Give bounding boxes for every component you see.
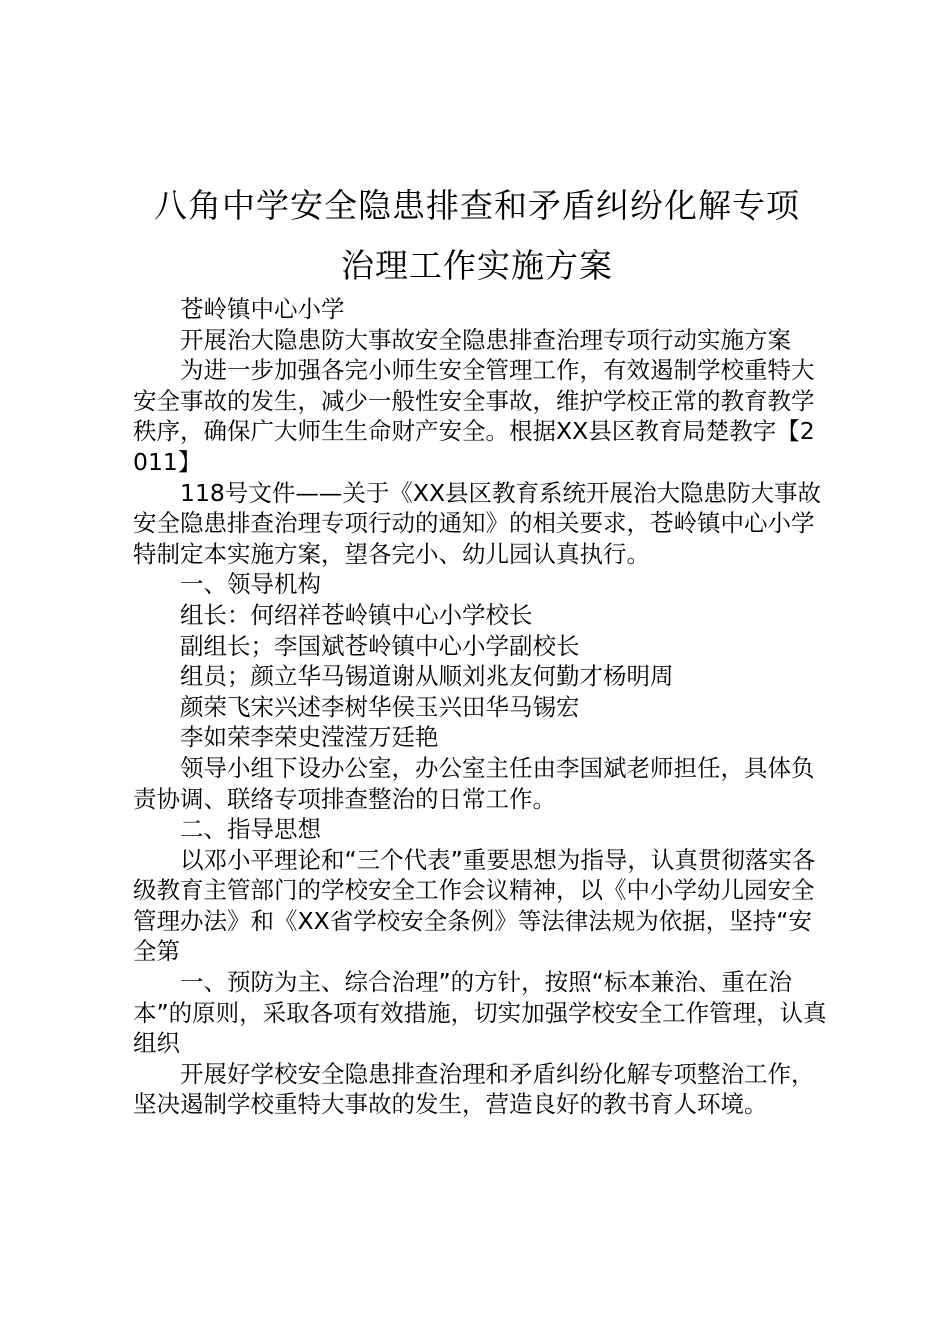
paragraph-plan-title: 开展治大隐患防大事故安全隐患排查治理专项行动实施方案 [180, 325, 791, 354]
paragraph-members-3: 李如荣李荣史滢滢万廷艳 [180, 723, 439, 752]
paragraph-leader: 组长：何绍祥苍岭镇中心小学校长 [180, 600, 533, 629]
paragraph-members-2: 颜荣飞宋兴述李树华侯玉兴田华马锡宏 [180, 692, 580, 721]
paragraph-members-1: 组员；颜立华马锡道谢从顺刘兆友何勤才杨明周 [180, 662, 674, 691]
document-body [133, 294, 828, 1120]
document-title-line-1: 八角中学安全隐患排查和矛盾纠纷化解专项 [154, 186, 800, 225]
paragraph-goal: 开展好学校安全隐患排查治理和矛盾纠纷化解专项整治工作，坚决遏制学校重特大事故的发生，营造良好的教书育人环境。 [133, 1059, 815, 1119]
paragraph-basis: 118号文件——关于《XX县区教育系统开展治大隐患防大事故安全隐患排查治理专项行动的通知》的相关要求，苍岭镇中心小学特制定本实施方案，望各完小、幼儿园认真执行。 [133, 478, 822, 568]
paragraph-principle: 一、预防为主、综合治理”的方针，按照“标本兼治、重在治本”的原则，采取各项有效措施，切实加强学校安全工作管理，认真组织 [133, 968, 827, 1058]
section-heading-leadership: 一、领导机构 [180, 570, 321, 599]
paragraph-school-name: 苍岭镇中心小学 [180, 295, 345, 323]
paragraph-deputy-leader: 副组长；李国斌苍岭镇中心小学副校长 [180, 631, 580, 660]
document-title-line-2: 治理工作实施方案 [341, 246, 613, 285]
paragraph-ideology: 以邓小平理论和“三个代表”重要思想为指导，认真贯彻落实各级教育主管部门的学校安全工作会议精神，以《中小学幼儿园安全管理办法》和《XX省学校安全条例》等法律法规为依据，坚持“安全第 [133, 845, 816, 966]
paragraph-purpose: 为进一步加强各完小师生安全管理工作，有效遏制学校重特大安全事故的发生，减少一般性安全事故，维护学校正常的教育教学秩序，确保广大师生生命财产安全。根据XX县区教育局楚教字【2011】 [133, 356, 815, 476]
section-heading-guiding-ideology: 二、指导思想 [180, 815, 321, 844]
paragraph-office: 领导小组下设办公室，办公室主任由李国斌老师担任，具体负责协调、联络专项排查整治的日常工作。 [133, 753, 815, 813]
